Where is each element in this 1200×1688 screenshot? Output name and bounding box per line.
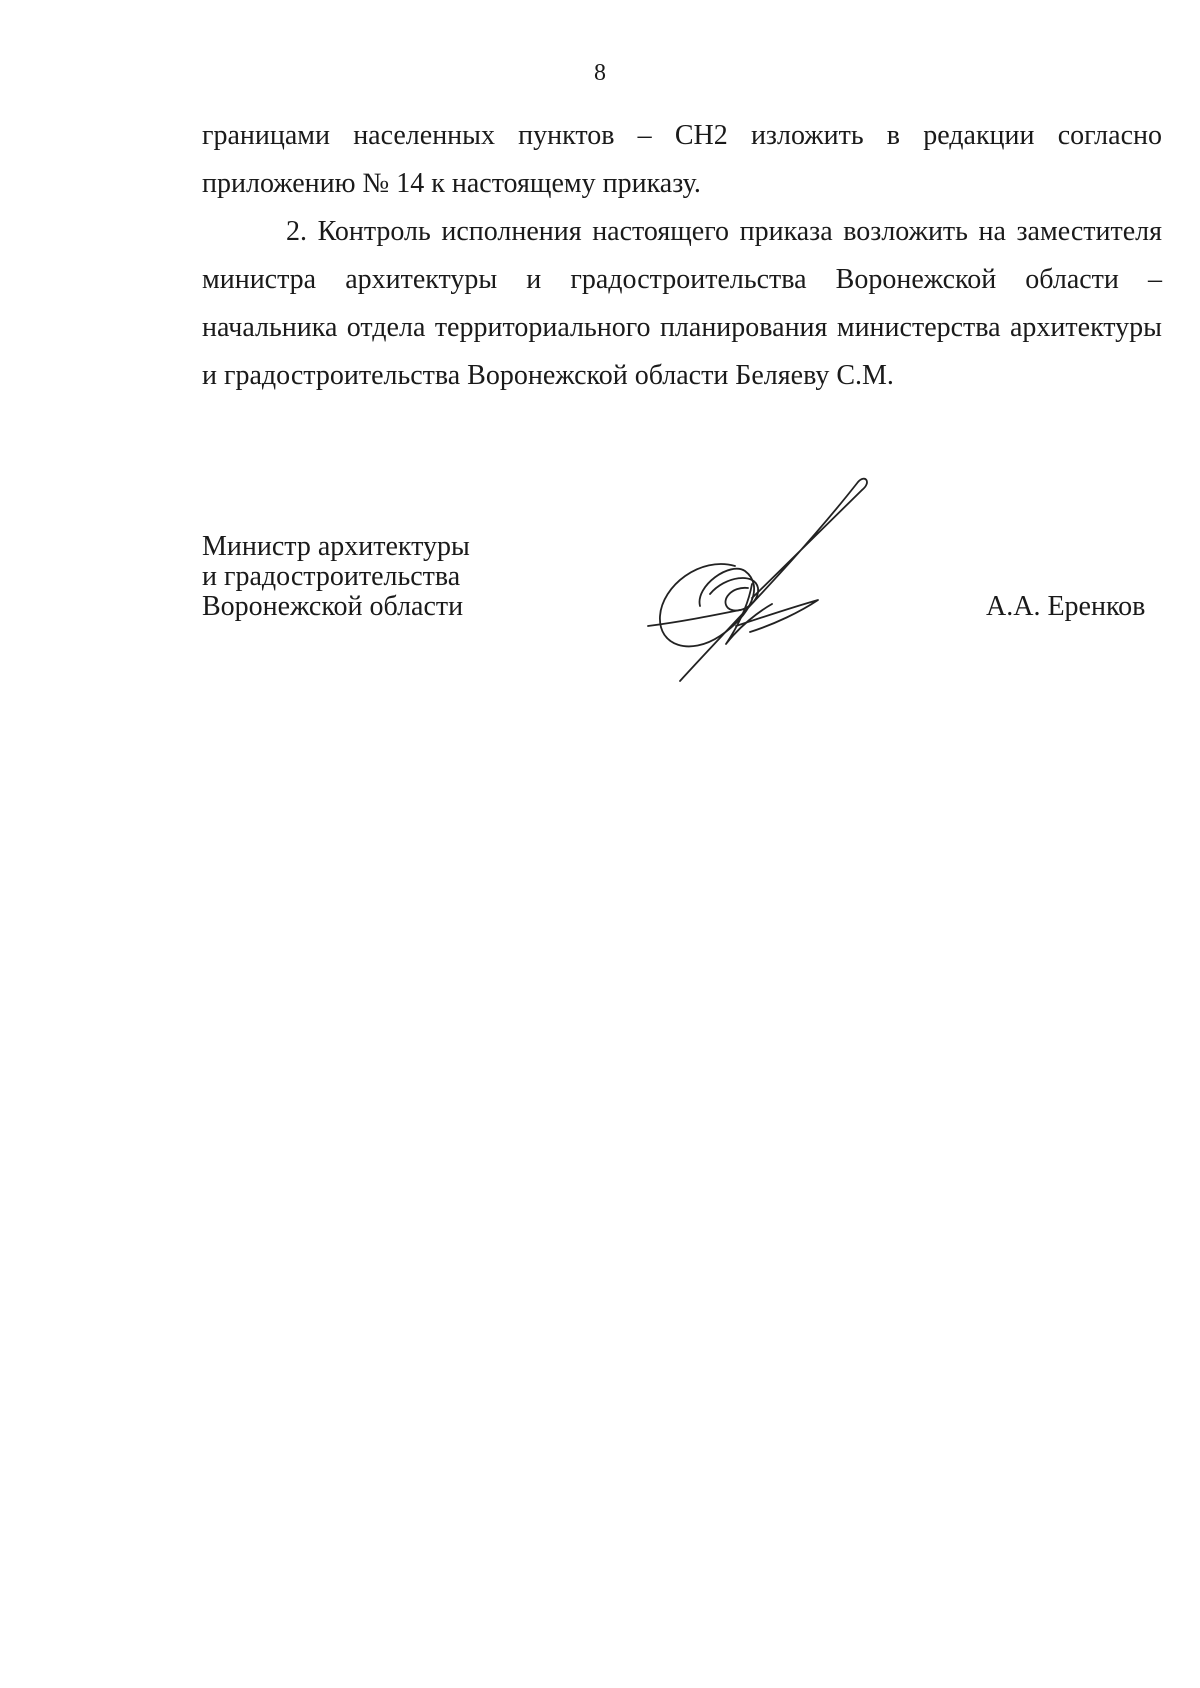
signatory-title-line-2: и градостроительства bbox=[202, 561, 461, 592]
signatory-name: А.А. Еренков bbox=[986, 591, 1146, 622]
paragraph-continuation: границами населенных пунктов – СН2 изложить в редакции согласно приложению № 14 к настоящему приказу. bbox=[202, 120, 1162, 199]
signatory-title-line-3: Воронежской области bbox=[202, 591, 464, 622]
signatory-title-line-1: Министр архитектуры bbox=[202, 531, 470, 562]
paragraph-item-2: 2. Контроль исполнения настоящего приказа возложить на заместителя министра архитектуры и градостроительства Воронежской области – начальника отдела территориального планирования министерства архитектуры и градостроительства Воронежской области Беляеву С.М. bbox=[202, 216, 1162, 391]
handwritten-signature bbox=[640, 476, 940, 686]
page-number: 8 bbox=[594, 60, 606, 86]
signatory-title bbox=[202, 532, 470, 622]
document-body bbox=[202, 112, 1162, 400]
